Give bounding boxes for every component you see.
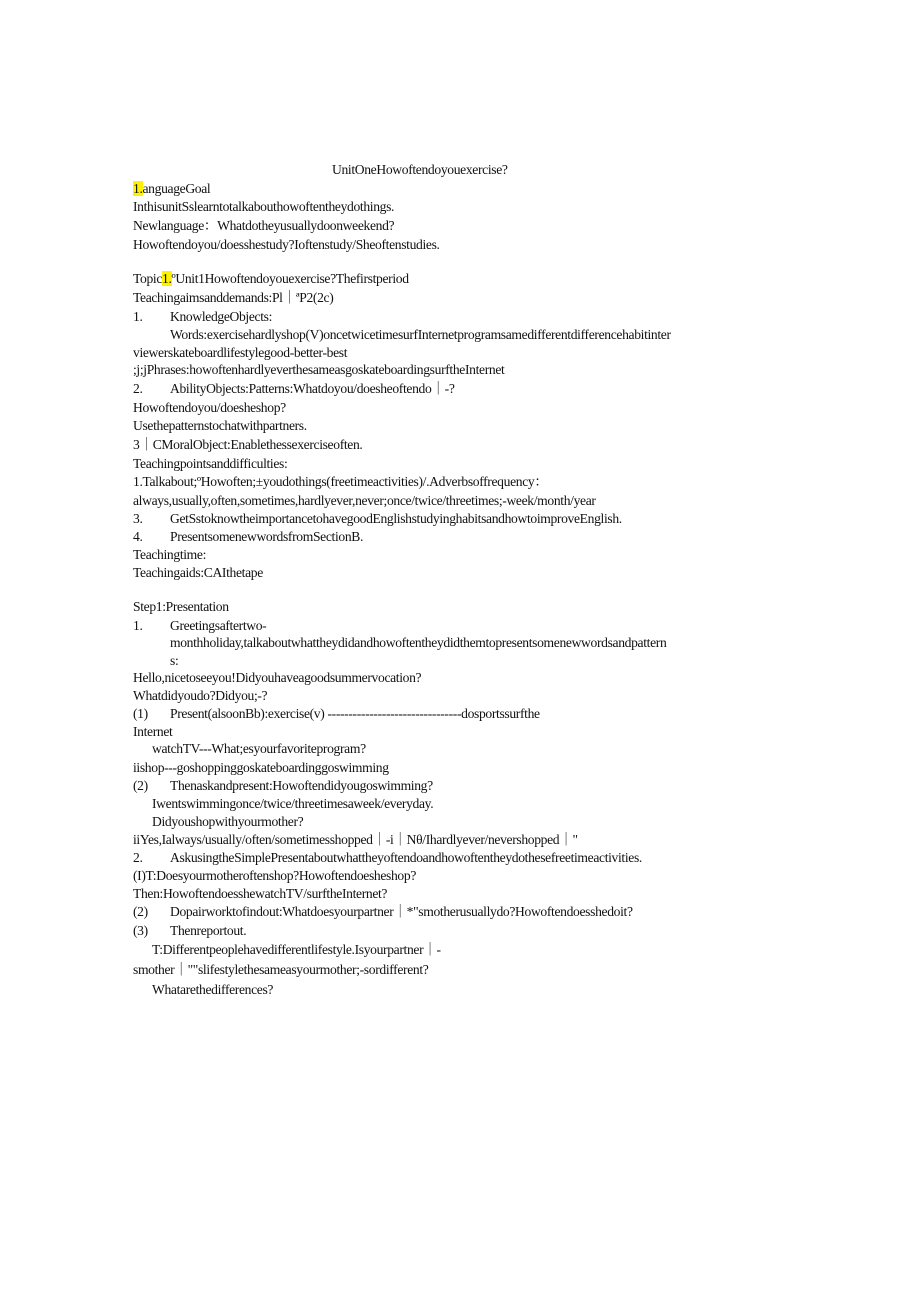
knowledge-objects [133,308,272,326]
language-goal-label: anguageGoal [142,181,211,196]
list-number: 2. [133,850,143,865]
list-text: AbilityObjects:Patterns:Whatdoyou/doesheoftendo｜-? [170,381,455,396]
topic-heading [133,270,409,288]
ability-objects [133,380,455,398]
topic-marker: 1. [162,271,172,286]
list-number: (2) [133,904,148,919]
words-line-1: Words:exercisehardlyshop(V)oncetwicetimesurfInternetprogramsamedifferentdifferencehabitinter [170,327,671,342]
smother-line: smother｜""slifestylethesameasyourmother;-sordifferent? [133,962,429,977]
differences-line: Whatarethedifferences? [152,982,274,997]
teaching-aids: Teachingaids:CAIthetape [133,565,263,580]
list-text: Present(alsoonBb):exercise(v) --------------------------------dosportssurfthe [170,706,540,721]
teaching-points: Teachingpointsanddifficulties: [133,456,288,471]
phrases-line: ;j;jPhrases:howoftenhardlyeverthesameasgoskateboardingsurftheInternet [133,362,505,377]
list-number: 2. [133,381,143,396]
what-did-line: Whatdidyoudo?Didyou;-? [133,688,268,703]
list-text: Thenaskandpresent:Howoftendidyougoswimming? [170,778,433,793]
ask-present-item [133,777,433,795]
pairwork-item [133,903,633,921]
point-3 [133,510,622,528]
went-swimming-line: Iwentswimmingonce/twice/threetimesaweek/everyday. [152,796,434,811]
list-text: KnowledgeObjects: [170,309,273,324]
topic-rest: ºUnit1Howoftendoyouexercise?Thefirstperiod [171,271,409,286]
hello-line: Hello,nicetoseeyou!Didyouhaveagoodsummervocation? [133,670,422,685]
list-text: Greetingsaftertwo- [170,618,267,633]
teaching-time: Teachingtime: [133,547,207,562]
language-goal-line-1: InthisunitSslearntotalkabouthowoftentheydothings. [133,199,395,214]
shop-line: iishop---goshoppinggoskateboardinggoswimming [133,760,389,775]
list-text: GetSstoknowtheimportancetohavegoodEnglishstudyinghabitsandhowtoimproveEnglish. [170,511,622,526]
yes-line: iiYes,Ialways/usually/often/sometimesshopped｜-i｜Nθ/Ihardlyever/nevershopped｜" [133,832,578,847]
report-item [133,922,246,940]
ability-line-3: Usethepatternstochatwithpartners. [133,418,307,433]
language-goal-line-3: Howoftendoyou/doesshestudy?Ioftenstudy/Sheoftenstudies. [133,237,440,252]
list-number: 4. [133,529,143,544]
list-number: (1) [133,706,148,721]
language-goal-line-2: Newlanguage：Whatdotheyusuallydoonweekend? [133,218,395,233]
list-text: AskusingtheSimplePresentaboutwhattheyoftendoandhowoftentheydothesefreetimeactivities. [170,850,642,865]
list-text: Thenreportout. [170,923,247,938]
list-text: PresentsomenewwordsfromSectionB. [170,529,364,544]
language-goal-heading [133,180,210,198]
teaching-aims: Teachingaimsanddemands:Pl｜ªP2(2c) [133,290,334,305]
list-number: 3. [133,511,143,526]
greetings-line-2: monthholiday,talkaboutwhattheydidandhowoftentheydidthemtopresentsomenewwordsandpattern [170,635,667,650]
did-shop-line: Didyoushopwithyourmother? [152,814,304,829]
ability-line-2: Howoftendoyou/doesheshop? [133,400,286,415]
moral-object: 3｜CMoralObject:Enablethessexerciseoften. [133,437,363,452]
step1-heading: Step1:Presentation [133,599,229,614]
watch-tv-line: watchTV---What;esyourfavoriteprogram? [152,741,366,756]
simple-present-item [133,849,642,867]
list-number: (3) [133,923,148,938]
list-number: 1. [133,618,143,633]
topic-prefix: Topic [133,271,163,286]
list-number: (2) [133,778,148,793]
language-goal-marker: 1. [133,181,143,196]
words-line-2: viewerskateboardlifestylegood-better-best [133,345,348,360]
internet-line: Internet [133,724,173,739]
then-line: Then:HowoftendoesshewatchTV/surftheInternet? [133,886,388,901]
document-title: UnitOneHowoftendoyouexercise? [332,162,508,177]
list-text: Dopairworktofindout:Whatdoesyourpartner｜*"smotherusuallydo?Howoftendoesshedoit? [170,904,633,919]
greetings-line-3: s: [170,653,179,668]
talk-about-line-1: 1.Talkabout;ºHowoften;±youdothings(freetimeactivities)/.Adverbsoffrequency： [133,474,548,489]
list-number: 1. [133,309,143,324]
present-item [133,705,540,723]
mother-shop-line: (I)T:Doesyourmotheroftenshop?Howoftendoesheshop? [133,868,417,883]
point-4 [133,528,363,546]
talk-about-line-2: always,usually,often,sometimes,hardlyever,never;once/twice/threetimes;-week/month/year [133,493,596,508]
different-lifestyle-line: T:Differentpeoplehavedifferentlifestyle.Isyourpartner｜- [152,942,441,957]
greetings-item [133,617,266,635]
